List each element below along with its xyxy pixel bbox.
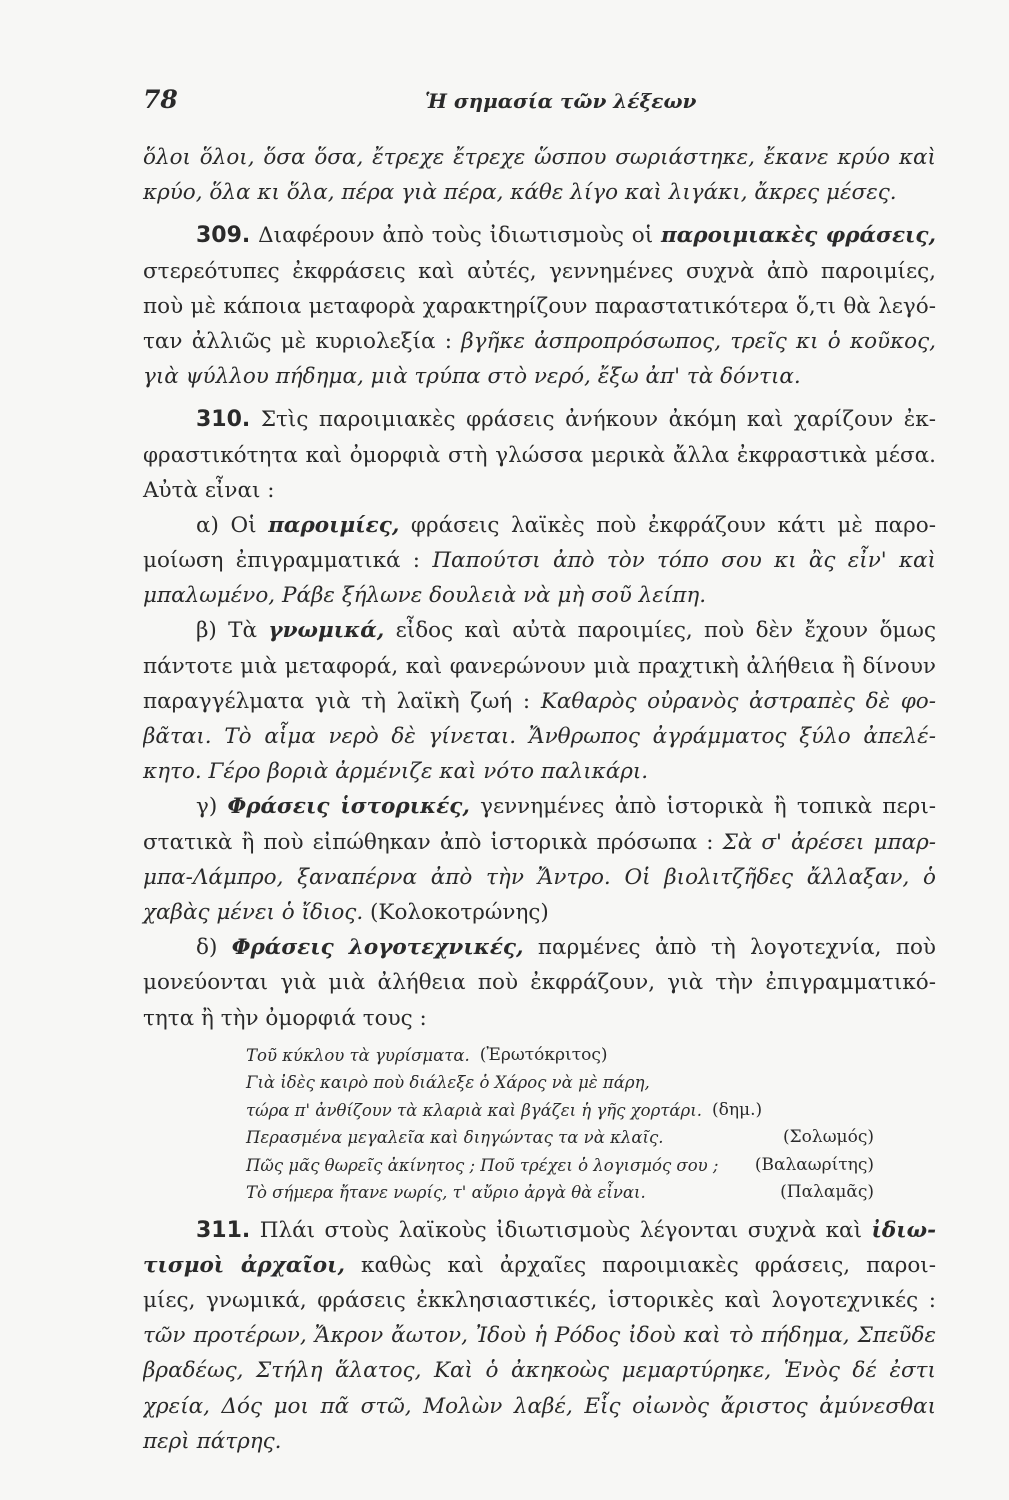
text-line: ταν ἀλλιῶς μὲ κυριολεξία : βγῆκε ἀσπροπρόσωπος, τρεῖς κι ὁ κοῦκος, [143, 328, 936, 354]
text-line: βραδέως, Στήλη ἅλατος, Καὶ ὁ ἀκηκοὼς μεμαρτύρηκε, Ἑνὸς δέ ἐστι [143, 1358, 936, 1384]
verse-line: Τοῦ κύκλου τὰ γυρίσματα. (Ἐρωτόκριτος) [246, 1042, 874, 1070]
section-number: 310. [196, 407, 251, 433]
section-number: 311. [196, 1217, 251, 1243]
text-line: κητο. Γέρο βοριὰ ἀρμένιζε καὶ νότο παλικάρι. [143, 759, 649, 785]
text-line: ποὺ μὲ κάποια μεταφορὰ χαρακτηρίζουν παραστατικότερα ὅ,τι θὰ λεγό- [143, 293, 936, 319]
term-highlight: γνωμικά, [268, 618, 385, 644]
running-title: Ἡ σημασία τῶν λέξεων [425, 89, 697, 113]
section-number: 309. [196, 223, 251, 249]
item-b-line: β) Τὰ γνωμικά, εἶδος καὶ αὐτὰ παροιμίες, ποὺ δὲν ἔχουν ὅμως [196, 618, 936, 644]
text-line: πάντοτε μιὰ μεταφορά, καὶ φανερώνουν μιὰ πραχτικὴ ἀλήθεια ἢ δίνουν [143, 653, 936, 679]
verse-source: (Ἐρωτόκριτος) [479, 1044, 608, 1065]
text-line: βᾶται. Τὸ αἷμα νερὸ δὲ γίνεται. Ἄνθρωπος ἀγράμματος ξύλο ἀπελέ- [143, 724, 936, 749]
term-highlight: ἰδιω- [871, 1217, 936, 1243]
text-line: ὅλοι ὅλοι, ὅσα ὅσα, ἔτρεχε ἔτρεχε ὥσπου σωριάστηκε, ἔκανε κρύο καὶ [143, 145, 936, 170]
verse-line: Πῶς μᾶς θωρεῖς ἀκίνητος ; Ποῦ τρέχει ὁ λογισμός σου ; (Βαλαωρίτης) [246, 1152, 874, 1180]
section-310-line: 310. Στὶς παροιμιακὲς φράσεις ἀνήκουν ἀκόμη καὶ χαρίζουν ἐκ- [196, 407, 936, 433]
term-highlight: παροιμίες, [268, 512, 400, 538]
text-line: χρεία, Δός μοι πᾶ στῶ, Μολὼν λαβέ, Εἷς οἰωνὸς ἄριστος ἀμύνεσθαι [143, 1393, 936, 1419]
verse-quotations [246, 1042, 874, 1207]
text-line: παραγγέλματα γιὰ τὴ λαϊκὴ ζωή : Καθαρὸς οὐρανὸς ἀστραπὲς δὲ φο- [143, 688, 936, 714]
term-highlight: Φράσεις λογοτεχνικές, [231, 935, 524, 961]
text-line: τισμοὶ ἀρχαῖοι, καθὼς καὶ ἀρχαῖες παροιμιακὲς φράσεις, παροι- [143, 1252, 936, 1278]
text-line: φραστικότητα καὶ ὀμορφιὰ στὴ γλώσσα μερικὰ ἄλλα ἐκφραστικὰ μέσα. [143, 442, 936, 468]
text-line: περὶ πάτρης. [143, 1428, 282, 1454]
text-line: τῶν προτέρων, Ἄκρον ἄωτον, Ἰδοὺ ἡ Ρόδος ἰδοὺ καὶ τὸ πήδημα, Σπεῦδε [143, 1323, 936, 1349]
section-311-line: 311. Πλάι στοὺς λαϊκοὺς ἰδιωτισμοὺς λέγονται συχνὰ καὶ ἰδιω- [196, 1217, 936, 1243]
verse-source: (δημ.) [711, 1099, 763, 1120]
section-309-line: 309. Διαφέρουν ἀπὸ τοὺς ἰδιωτισμοὺς οἱ παροιμιακὲς φράσεις, [196, 223, 936, 249]
text-line: τητα ἢ τὴν ὀμορφιά τους : [143, 1005, 427, 1031]
page-number: 78 [143, 85, 178, 114]
text-line: κρύο, ὅλα κι ὅλα, πέρα γιὰ πέρα, κάθε λίγο καὶ λιγάκι, ἄκρες μέσες. [143, 180, 897, 206]
item-c-line: γ) Φράσεις ἱστορικές, γεννημένες ἀπὸ ἱστορικὰ ἢ τοπικὰ περι- [196, 794, 936, 820]
text-line: μπα-Λάμπρο, ξαναπέρνα ἀπὸ τὴν Ἄντρο. Οἱ βιολιτζῆδες ἄλλαξαν, ὁ [143, 864, 936, 890]
text-line: στατικὰ ἢ ποὺ εἰπώθηκαν ἀπὸ ἱστορικὰ πρόσωπα : Σὰ σ' ἀρέσει μπαρ- [143, 829, 936, 855]
verse-source: (Παλαμᾶς) [780, 1182, 874, 1203]
verse-source: (Βαλαωρίτης) [754, 1154, 874, 1175]
verse-line: Γιὰ ἰδὲς καιρὸ ποὺ διάλεξε ὁ Χάρος νὰ μὲ πάρη, [246, 1073, 650, 1093]
term-highlight: τισμοὶ ἀρχαῖοι, [143, 1252, 346, 1278]
term-highlight: παροιμιακὲς φράσεις, [661, 223, 936, 249]
term-highlight: Φράσεις ἱστορικές, [227, 794, 470, 820]
text-line: Αὐτὰ εἶναι : [143, 477, 275, 503]
verse-line: Περασμένα μεγαλεῖα καὶ διηγώντας τα νὰ κλαῖς. (Σολωμός) [246, 1124, 874, 1152]
text-line: γιὰ ψύλλου πήδημα, μιὰ τρύπα στὸ νερό, ἔξω ἀπ' τὰ δόντια. [143, 364, 801, 390]
running-head [143, 85, 933, 125]
text-line: μίες, γνωμικά, φράσεις ἐκκλησιαστικές, ἱστορικὲς καὶ λογοτεχνικές : [143, 1288, 936, 1314]
text-line: μοίωση ἐπιγραμματικά : Παπούτσι ἀπὸ τὸν τόπο σου κι ἂς εἶν' καὶ [143, 548, 936, 574]
verse-source: (Σολωμός) [783, 1127, 874, 1148]
verse-line: τώρα π' ἀνθίζουν τὰ κλαριὰ καὶ βγάζει ἡ γῆς χορτάρι. (δημ.) [246, 1097, 874, 1125]
text-line: μπαλωμένο, Ράβε ξήλωνε δουλειὰ νὰ μὴ σοῦ λείπη. [143, 583, 707, 609]
text-line: μονεύονται γιὰ μιὰ ἀλήθεια ποὺ ἐκφράζουν, γιὰ τὴν ἐπιγραμματικό- [143, 970, 936, 996]
body-text [143, 140, 936, 1459]
item-d-line: δ) Φράσεις λογοτεχνικές, παρμένες ἀπὸ τὴ λογοτεχνία, ποὺ [196, 935, 936, 961]
text-line: χαβὰς μένει ὁ ἴδιος. (Κολοκοτρώνης) [143, 899, 549, 925]
text-line: στερεότυπες ἐκφράσεις καὶ αὐτές, γεννημένες συχνὰ ἀπὸ παροιμίες, [143, 258, 936, 284]
verse-line: Τὸ σήμερα ἤτανε νωρίς, τ' αὔριο ἀργὰ θὰ εἶναι. (Παλαμᾶς) [246, 1179, 874, 1207]
item-a-line: α) Οἱ παροιμίες, φράσεις λαϊκὲς ποὺ ἐκφράζουν κάτι μὲ παρο- [196, 512, 936, 538]
